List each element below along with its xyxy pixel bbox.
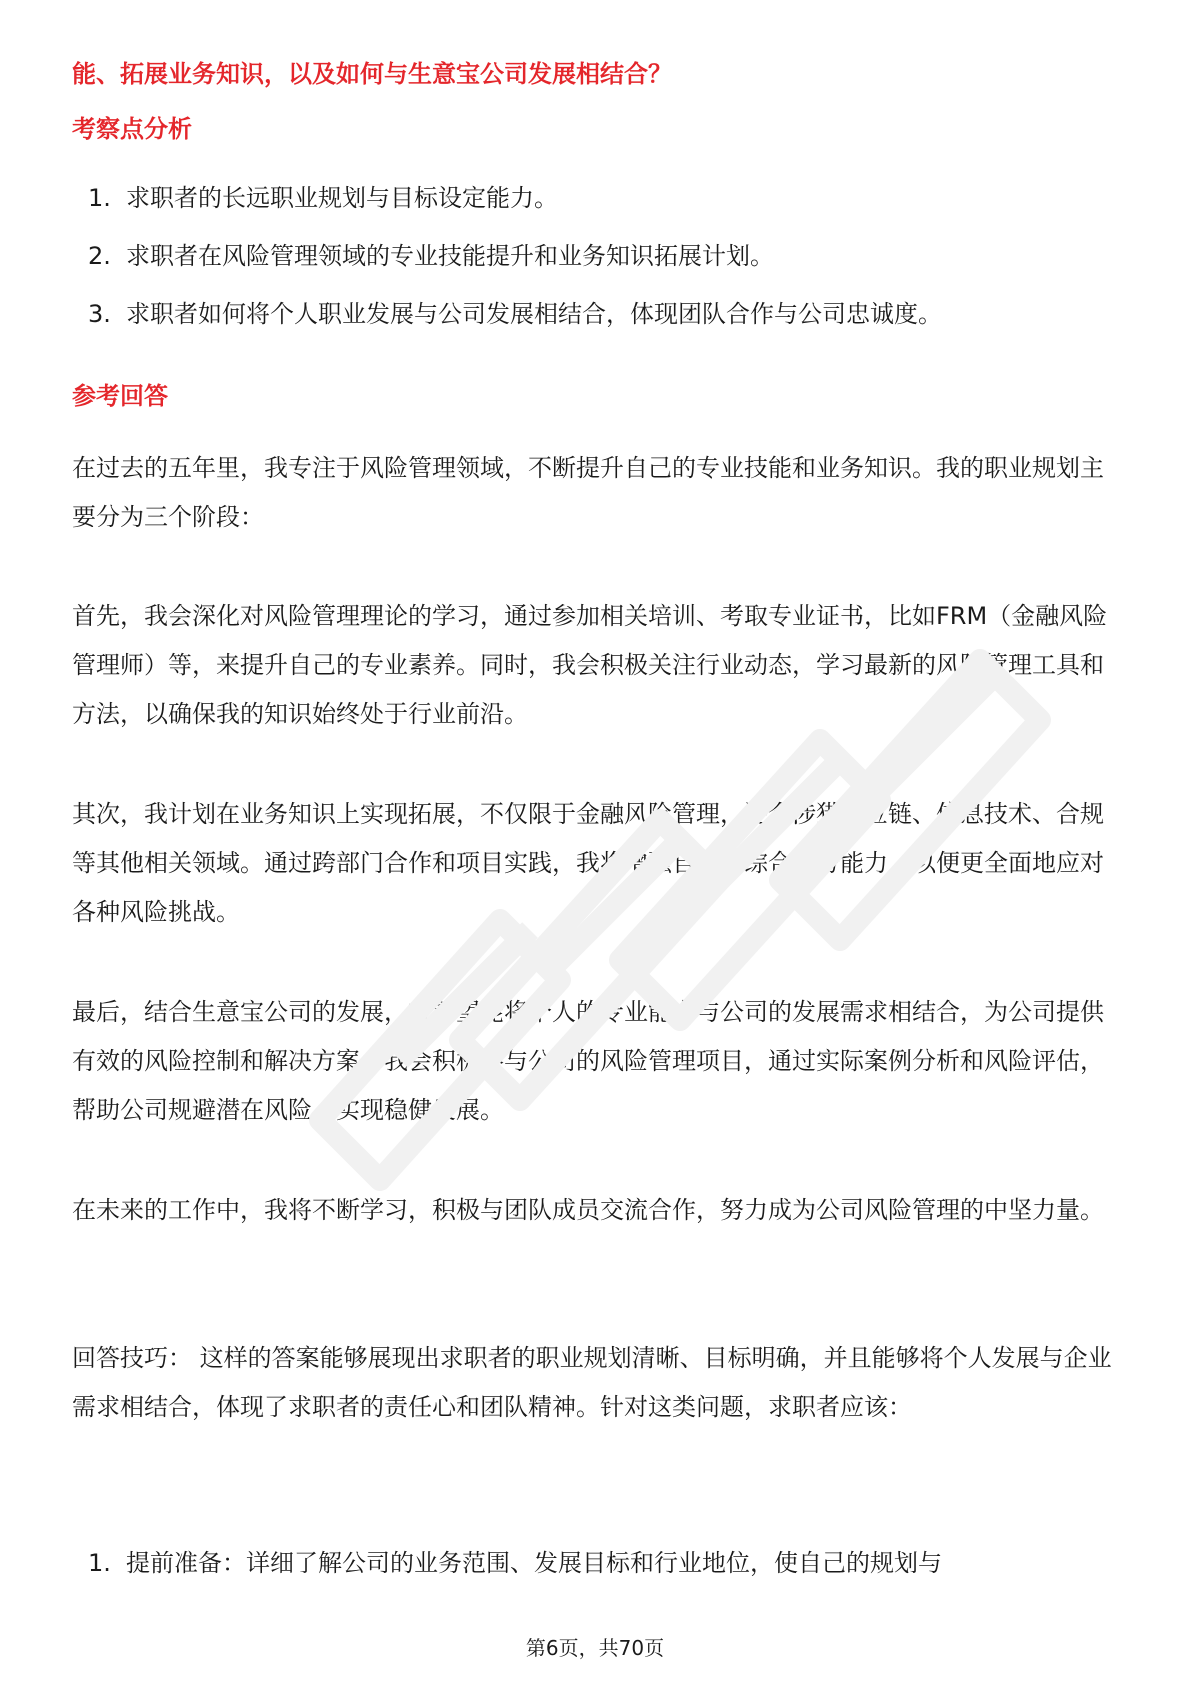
list-item-number: 1. xyxy=(88,1549,111,1577)
list-item-text: 求职者的长远职业规划与目标设定能力。 xyxy=(126,184,558,212)
page-footer: 第6页，共70页 xyxy=(525,1636,665,1660)
analysis-heading: 考察点分析 xyxy=(72,115,192,143)
tips-list xyxy=(72,1545,942,1581)
question-continuation: 能、拓展业务知识，以及如何与生意宝公司发展相结合？ xyxy=(72,60,672,88)
list-item-number: 1. xyxy=(88,184,111,212)
answer-paragraph: 在过去的五年里，我专注于风险管理领域，不断提升自己的专业技能和业务知识。我的职业规划主要分为三个阶段： xyxy=(72,454,1104,531)
list-item xyxy=(72,296,942,332)
list-item-text: 提前准备：详细了解公司的业务范围、发展目标和行业地位，使自己的规划与 xyxy=(126,1549,942,1577)
answer-tips-paragraph: 回答技巧： 这样的答案能够展现出求职者的职业规划清晰、目标明确，并且能够将个人发展与企业需求相结合，体现了求职者的责任心和团队精神。针对这类问题，求职者应该： xyxy=(72,1344,1112,1421)
answer-heading: 参考回答 xyxy=(72,382,168,410)
answer-paragraph: 其次，我计划在业务知识上实现拓展，不仅限于金融风险管理，还会涉猎供应链、信息技术、合规等其他相关领域。通过跨部门合作和项目实践，我将增强自己的综合业务能力，以便更全面地应对各种风险挑战。 xyxy=(72,800,1104,926)
list-item-text: 求职者在风险管理领域的专业技能提升和业务知识拓展计划。 xyxy=(126,242,774,270)
document-page xyxy=(72,0,1122,1684)
list-item-text: 求职者如何将个人职业发展与公司发展相结合，体现团队合作与公司忠诚度。 xyxy=(126,300,942,328)
answer-paragraph: 在未来的工作中，我将不断学习，积极与团队成员交流合作，努力成为公司风险管理的中坚力量。 xyxy=(72,1196,1104,1224)
list-item xyxy=(72,180,942,216)
analysis-list xyxy=(72,180,942,354)
answer-paragraph: 最后，结合生意宝公司的发展，我希望能将个人的专业能力与公司的发展需求相结合，为公司提供有效的风险控制和解决方案。我会积极参与公司的风险管理项目，通过实际案例分析和风险评估，帮助公司规避潜在风险，实现稳健发展。 xyxy=(72,998,1104,1124)
answer-paragraph: 首先，我会深化对风险管理理论的学习，通过参加相关培训、考取专业证书，比如FRM（金融风险管理师）等，来提升自己的专业素养。同时，我会积极关注行业动态，学习最新的风险管理工具和方法，以确保我的知识始终处于行业前沿。 xyxy=(72,602,1108,728)
list-item xyxy=(72,238,942,274)
list-item-number: 3. xyxy=(88,300,111,328)
list-item-number: 2. xyxy=(88,242,111,270)
list-item xyxy=(72,1545,942,1581)
